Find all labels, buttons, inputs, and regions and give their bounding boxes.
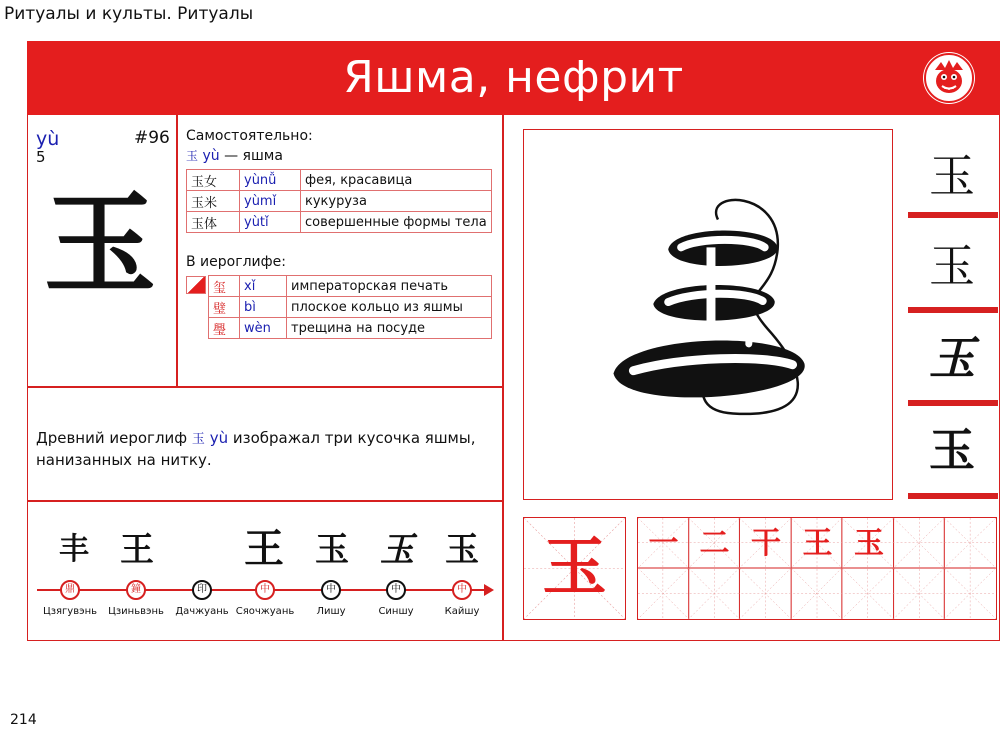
section-title: Ритуалы и культы. Ритуалы xyxy=(4,4,254,24)
origin-description xyxy=(36,428,486,471)
word-meaning: совершенные формы тела xyxy=(301,212,492,233)
style-label: Цзягувэнь xyxy=(42,606,98,617)
evolution-char: 王 xyxy=(244,525,284,572)
stroke-step: 王 xyxy=(802,526,833,561)
in-character-table xyxy=(208,275,492,339)
description-text: изображал три кусочка яшмы, нанизанных на нитку. xyxy=(36,429,476,469)
evolution-char: 玉 xyxy=(380,530,414,570)
bronze-bell-icon: 鐘 xyxy=(126,580,146,600)
word-hanzi: 玉女 xyxy=(187,170,240,191)
word-pinyin: bì xyxy=(240,297,287,318)
stroke-step: 一 xyxy=(648,526,679,561)
description-pinyin: yù xyxy=(209,429,229,447)
word-meaning: плоское кольцо из яшмы xyxy=(287,297,492,318)
zhong-char-icon: 中 xyxy=(452,580,472,600)
seal-icon: 印 xyxy=(192,580,212,600)
gloss-char: 玉 xyxy=(186,149,199,163)
stroke-order-grid xyxy=(637,517,997,620)
self-study-gloss xyxy=(186,147,283,164)
word-pinyin: xǐ xyxy=(240,276,287,297)
ancient-vessel-icon: 鼎 xyxy=(60,580,80,600)
divider xyxy=(176,115,178,387)
practice-character: 玉 xyxy=(542,530,607,605)
word-meaning: фея, красавица xyxy=(301,170,492,191)
practice-grid-cell xyxy=(523,517,626,620)
word-pinyin: yùnǚ xyxy=(240,170,301,191)
divider xyxy=(908,212,998,218)
word-meaning: кукуруза xyxy=(301,191,492,212)
font-variant-char: 玉 xyxy=(929,331,975,385)
gloss-pinyin: yù xyxy=(202,148,220,164)
divider xyxy=(27,386,503,388)
word-meaning: императорская печать xyxy=(287,276,492,297)
character-illustration xyxy=(523,129,893,500)
in-character-heading: В иероглифе: xyxy=(186,254,286,270)
word-meaning: трещина на посуде xyxy=(287,318,492,339)
word-pinyin: yùtǐ xyxy=(240,212,301,233)
table-row xyxy=(209,276,492,297)
style-label: Лишу xyxy=(316,606,346,617)
style-label: Дачжуань xyxy=(175,606,229,617)
divider xyxy=(908,400,998,406)
word-pinyin: yùmǐ xyxy=(240,191,301,212)
main-character: 玉 xyxy=(44,179,156,310)
table-row xyxy=(187,170,492,191)
evolution-char: 王 xyxy=(120,530,154,570)
font-variant-char: 玉 xyxy=(929,423,975,477)
font-variant-char: 玉 xyxy=(929,149,975,203)
main-pinyin: yù xyxy=(36,128,60,150)
timeline-arrow-icon xyxy=(484,584,494,596)
style-label: Сяочжуань xyxy=(235,606,295,617)
word-hanzi: 玉米 xyxy=(187,191,240,212)
stroke-count: 5 xyxy=(36,148,46,166)
guardian-mask-icon xyxy=(923,52,975,104)
evolution-char: 丰 xyxy=(59,532,89,567)
description-char: 玉 xyxy=(191,432,205,447)
table-row xyxy=(187,212,492,233)
word-hanzi: 玺 xyxy=(209,276,240,297)
divider xyxy=(908,493,998,499)
divider xyxy=(908,307,998,313)
stroke-step: 玉 xyxy=(854,526,884,561)
description-text: Древний иероглиф xyxy=(36,429,188,447)
style-label: Кайшу xyxy=(444,606,480,617)
table-row xyxy=(209,297,492,318)
divider xyxy=(502,115,504,641)
font-variant-char: 玉 xyxy=(929,239,975,293)
divider xyxy=(27,500,503,502)
table-row xyxy=(209,318,492,339)
evolution-char: 玉 xyxy=(315,530,349,570)
zhong-char-icon: 中 xyxy=(386,580,406,600)
style-label: Цзиньвэнь xyxy=(108,606,164,617)
gloss-text: — яшма xyxy=(224,148,283,164)
word-hanzi: 璧 xyxy=(209,297,240,318)
radical-position-icon xyxy=(186,276,206,294)
bamboo-slip-icon: 中 xyxy=(255,580,275,600)
stroke-step: 二 xyxy=(699,526,730,561)
word-hanzi: 玉体 xyxy=(187,212,240,233)
evolution-char: 玉 xyxy=(445,530,479,570)
page-number: 214 xyxy=(10,712,37,728)
word-pinyin: wèn xyxy=(240,318,287,339)
word-hanzi: 璺 xyxy=(209,318,240,339)
stroke-step: 干 xyxy=(751,526,781,561)
page-title: Яшма, нефрит xyxy=(343,52,684,103)
character-number: #96 xyxy=(134,128,170,148)
zhong-char-icon: 中 xyxy=(321,580,341,600)
self-study-heading: Самостоятельно: xyxy=(186,128,313,144)
self-study-table xyxy=(186,169,492,233)
table-row xyxy=(187,191,492,212)
style-label: Синшу xyxy=(378,606,414,617)
